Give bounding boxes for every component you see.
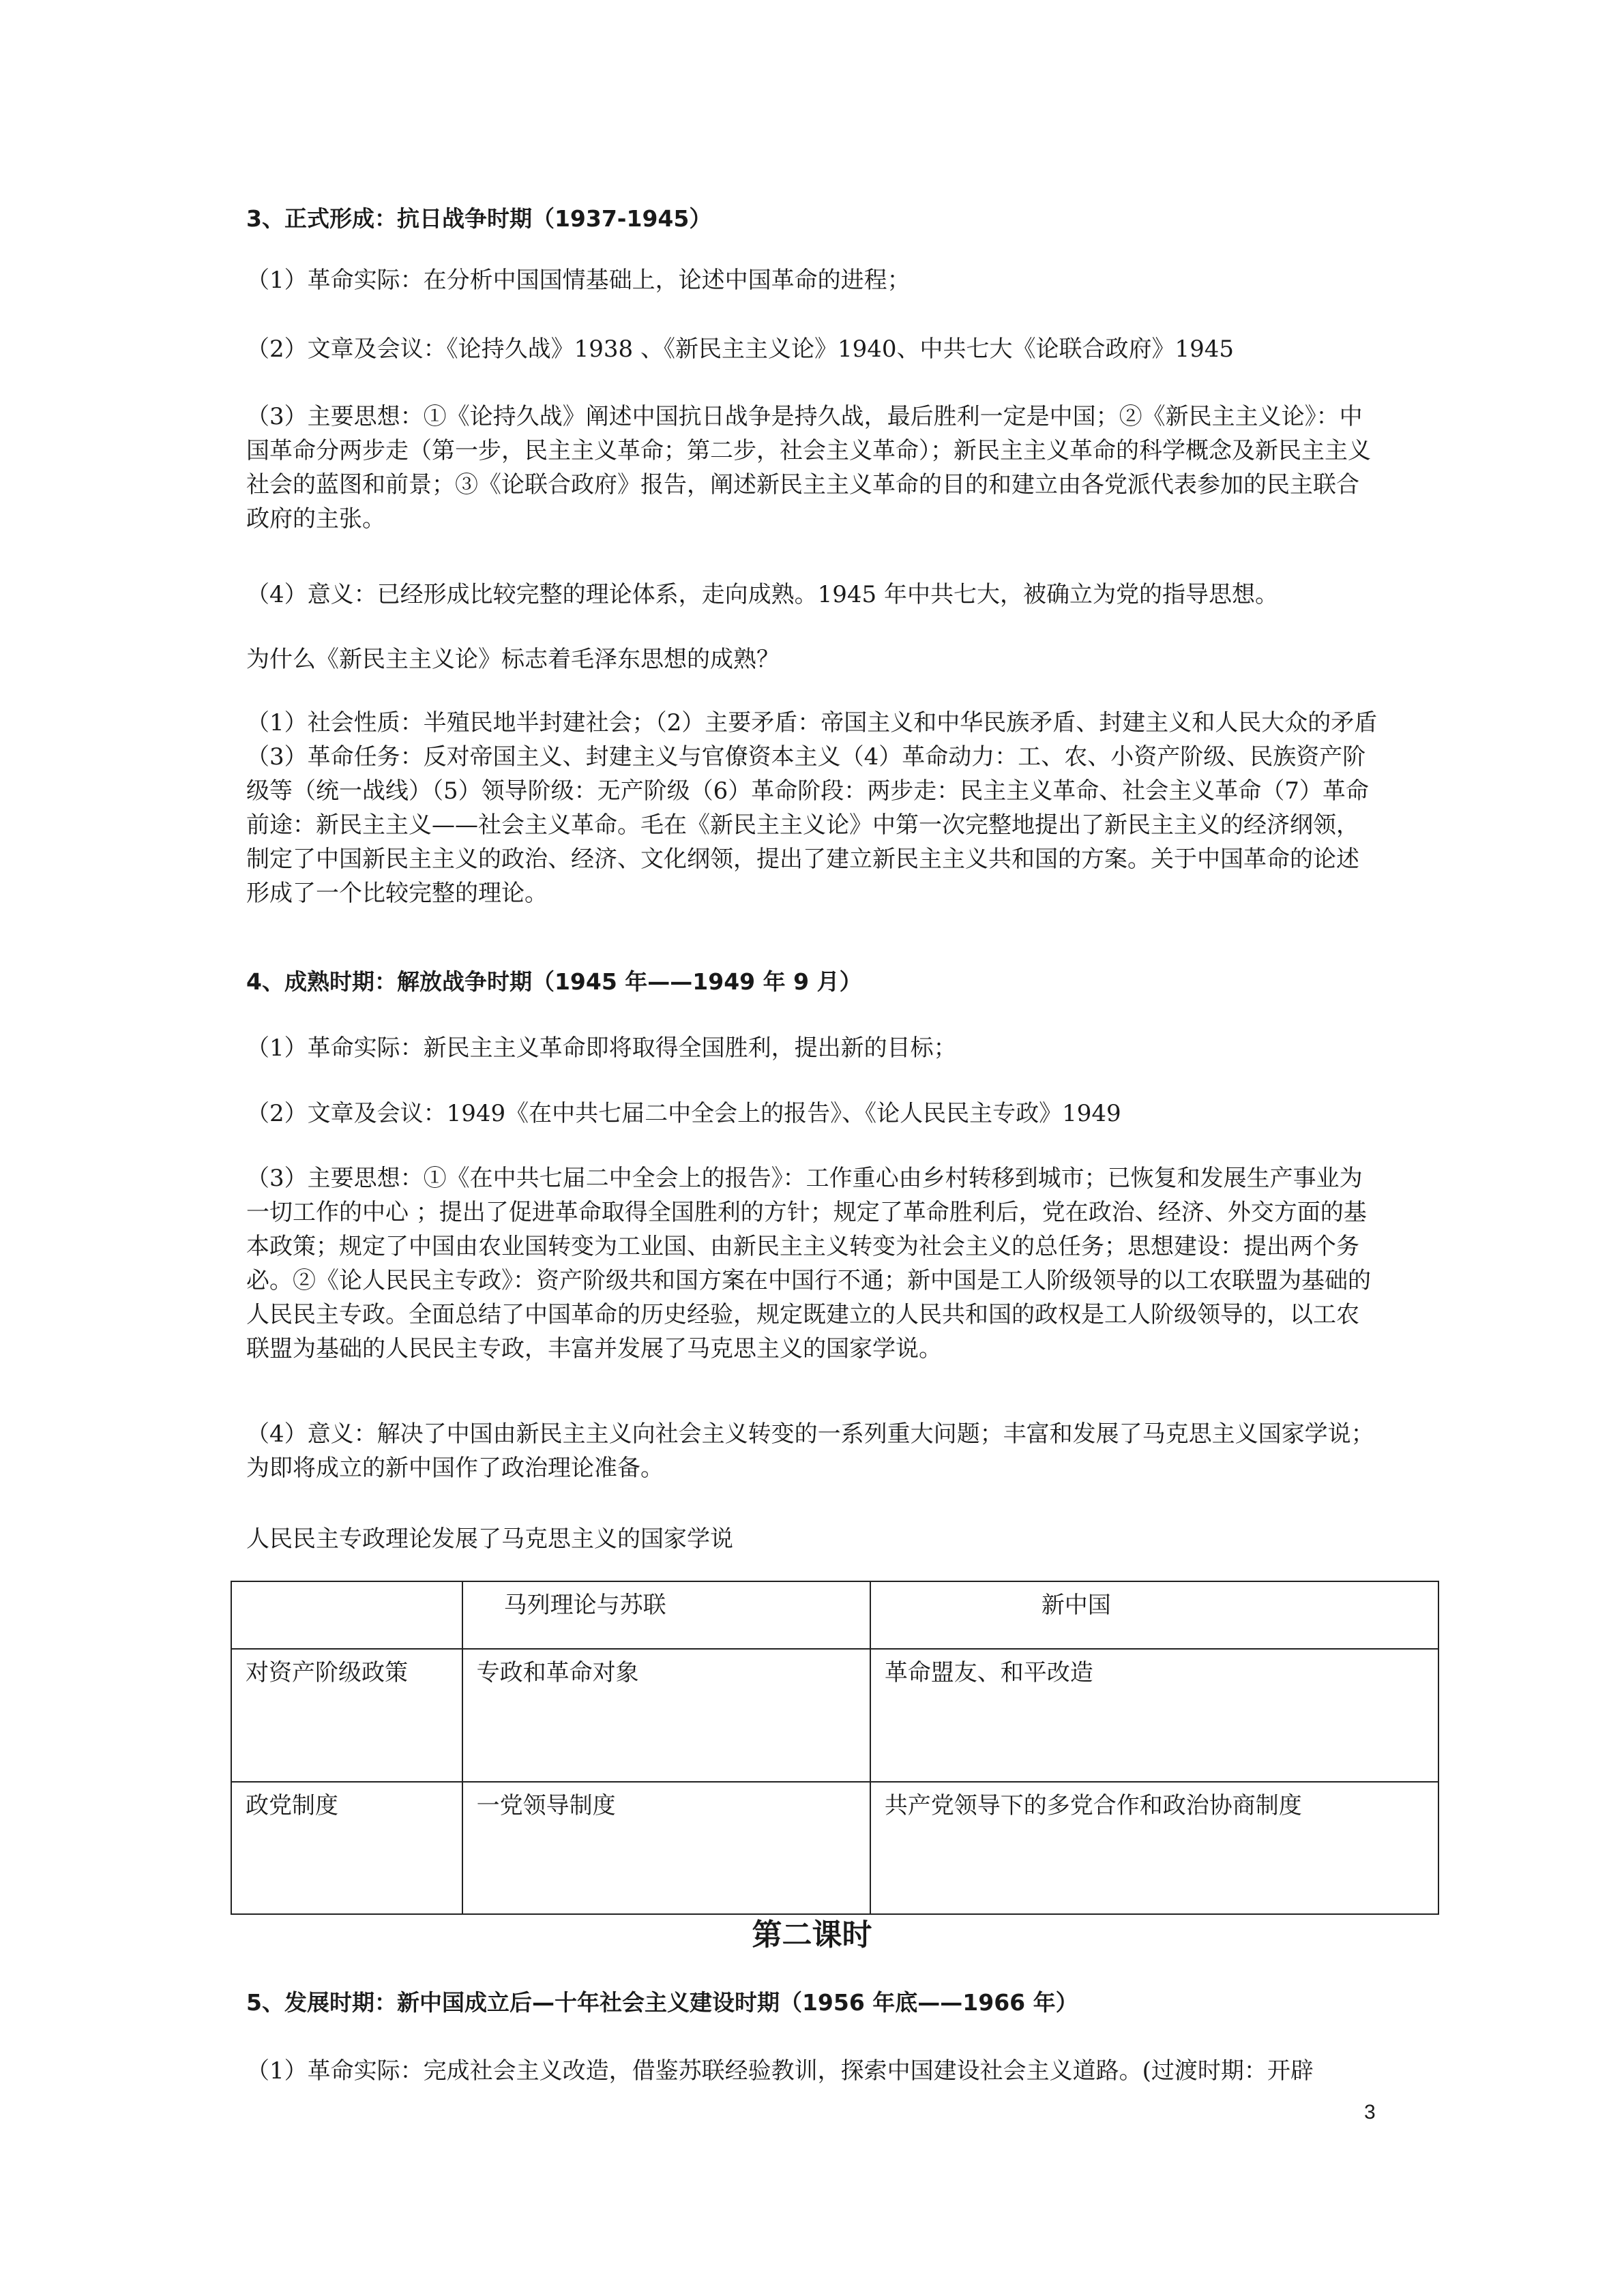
table-cell: 专政和革命对象: [462, 1649, 870, 1782]
section-3-practice: （1）革命实际：在分析中国国情基础上，论述中国革命的进程；: [246, 267, 911, 294]
section-3-significance: （4）意义：已经形成比较完整的理论体系，走向成熟。1945 年中共七大，被确立为党的指导思想。: [246, 581, 1278, 608]
table-cell: 政党制度: [231, 1782, 462, 1914]
section-3-answer: （1）社会性质：半殖民地半封建社会；（2）主要矛盾：帝国主义和中华民族矛盾、封建主义和人民大众的矛盾（3）革命任务：反对帝国主义、封建主义与官僚资本主义（4）革命动力：工、农、小资产阶级、民族资产阶级等（统一战线）（5）领导阶级：无产阶级（6）革命阶段：两步走：民主主义革命、社会主义革命（7）革命前途：新民主主义——社会主义革命。毛在《新民主主义论》中第一次完整地提出了新民主主义的经济纲领，制定了中国新民主主义的政治、经济、文化纲领，提出了建立新民主主义共和国的方案。关于中国革命的论述形成了一个比较完整的理论。: [246, 709, 1378, 907]
section-4-heading: 4、成熟时期：解放战争时期（1945 年——1949 年 9 月）: [246, 968, 862, 995]
table-header-cell: 马列理论与苏联: [462, 1581, 870, 1649]
table-header-cell: 新中国: [870, 1581, 1438, 1649]
table-header-cell: [231, 1581, 462, 1649]
section-4-significance: （4）意义：解决了中国由新民主主义向社会主义转变的一系列重大问题；丰富和发展了马克思主义国家学说；为即将成立的新中国作了政治理论准备。: [246, 1420, 1374, 1482]
section-3-question: 为什么《新民主主义论》标志着毛泽东思想的成熟？: [246, 646, 780, 673]
table-cell: 一党领导制度: [462, 1782, 870, 1914]
table-row: [231, 1782, 1438, 1914]
lesson-title: 第二课时: [752, 1918, 872, 1952]
table-cell: 共产党领导下的多党合作和政治协商制度: [870, 1782, 1438, 1914]
comparison-table: [231, 1581, 1439, 1915]
section-4-articles: （2）文章及会议：1949《在中共七届二中全会上的报告》、《论人民民主专政》1949: [246, 1100, 1121, 1127]
table-row: [231, 1649, 1438, 1782]
section-4-main-ideas: （3）主要思想：①《在中共七届二中全会上的报告》：工作重心由乡村转移到城市；已恢复和发展生产事业为一切工作的中心 ；提出了促进革命取得全国胜利的方针；规定了革命胜利后，党在政治、经济、外交方面的基本政策；规定了中国由农业国转变为工业国、由新民主主义转变为社会主义的总任务；思想建设：提出两个务必。②《论人民民主专政》：资产阶级共和国方案在中国行不通；新中国是工人阶级领导的以工农联盟为基础的人民民主专政。全面总结了中国革命的历史经验，规定既建立的人民共和国的政权是工人阶级领导的，以工农联盟为基础的人民民主专政，丰富并发展了马克思主义的国家学说。: [246, 1165, 1371, 1362]
section-5-heading: 5、发展时期：新中国成立后—十年社会主义建设时期（1956 年底——1966 年）: [246, 1989, 1078, 2016]
section-5-practice: （1）革命实际：完成社会主义改造，借鉴苏联经验教训，探索中国建设社会主义道路。(过渡时期：开辟: [246, 2057, 1314, 2085]
section-3-main-ideas: （3）主要思想：①《论持久战》阐述中国抗日战争是持久战，最后胜利一定是中国；②《新民主主义论》：中国革命分两步走（第一步，民主主义革命；第二步，社会主义革命）；新民主主义革命的科学概念及新民主主义社会的蓝图和前景；③《论联合政府》报告，阐述新民主主义革命的目的和建立由各党派代表参加的民主联合政府的主张。: [246, 403, 1371, 533]
page-number: 3: [1364, 2101, 1376, 2123]
section-4-practice: （1）革命实际：新民主主义革命即将取得全国胜利，提出新的目标；: [246, 1034, 957, 1062]
table-cell: 对资产阶级政策: [231, 1649, 462, 1782]
table-cell: 革命盟友、和平改造: [870, 1649, 1438, 1782]
section-3-articles: （2）文章及会议：《论持久战》1938 、《新民主主义论》1940、中共七大《论联合政府》1945: [246, 336, 1235, 363]
table-header-row: [231, 1581, 1438, 1649]
table-intro: 人民民主专政理论发展了马克思主义的国家学说: [246, 1525, 733, 1553]
section-3-heading: 3、正式形成：抗日战争时期（1937-1945）: [246, 205, 712, 232]
